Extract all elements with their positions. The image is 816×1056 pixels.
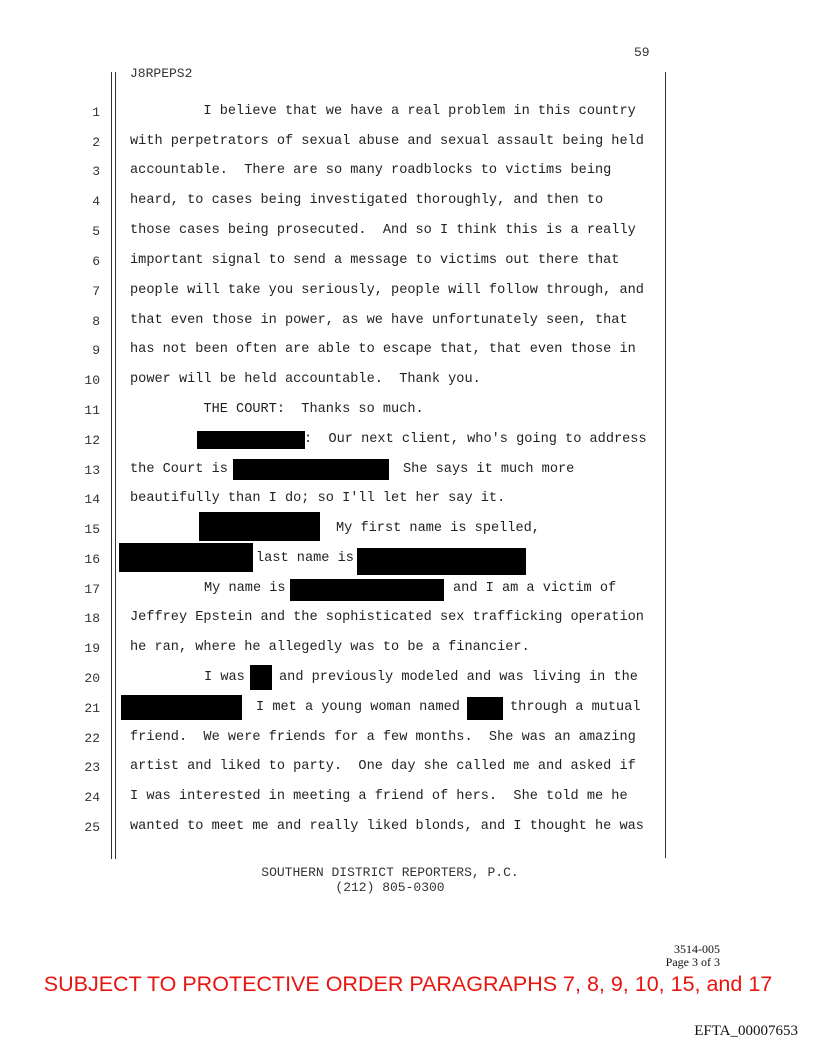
- transcript-line: Jeffrey Epstein and the sophisticated sex trafficking operation: [130, 610, 644, 625]
- transcript-line: THE COURT: Thanks so much.: [130, 402, 424, 417]
- left-margin-rule-outer: [111, 72, 112, 859]
- transcript-line: I was interested in meeting a friend of hers. She told me he: [130, 789, 628, 804]
- transcript-line: She says it much more: [403, 462, 575, 477]
- line-number: 11: [84, 403, 100, 418]
- line-number: 10: [84, 373, 100, 388]
- redaction-box: [199, 512, 320, 541]
- line-number: 12: [84, 433, 100, 448]
- transcript-line: My name is: [204, 581, 286, 596]
- transcript-line: beautifully than I do; so I'll let her say it.: [130, 491, 506, 506]
- transcript-line: artist and liked to party. One day she called me and asked if: [130, 759, 636, 774]
- line-number: 19: [84, 641, 100, 656]
- line-number: 13: [84, 463, 100, 478]
- transcript-line: I believe that we have a real problem in this country: [130, 104, 636, 119]
- transcript-line: the Court is: [130, 462, 228, 477]
- transcript-line: with perpetrators of sexual abuse and sexual assault being held: [130, 134, 644, 149]
- case-id: J8RPEPS2: [130, 66, 193, 81]
- transcript-line: My first name is spelled,: [336, 521, 540, 536]
- redaction-box: [290, 579, 444, 601]
- transcript-line: and previously modeled and was living in the: [279, 670, 638, 685]
- redaction-box: [250, 665, 272, 690]
- protective-order-notice: SUBJECT TO PROTECTIVE ORDER PARAGRAPHS 7, 8, 9, 10, 15, and 17: [43, 972, 773, 996]
- line-number: 17: [84, 582, 100, 597]
- line-number: 5: [92, 224, 100, 239]
- redaction-box: [121, 695, 242, 720]
- line-number: 1: [92, 105, 100, 120]
- transcript-line: has not been often are able to escape that, that even those in: [130, 342, 636, 357]
- right-margin-rule: [665, 72, 666, 858]
- transcript-line: those cases being prosecuted. And so I think this is a really: [130, 223, 636, 238]
- redaction-box: [357, 548, 526, 575]
- line-number: 4: [92, 194, 100, 209]
- line-number: 18: [84, 611, 100, 626]
- line-number: 7: [92, 284, 100, 299]
- redaction-box: [119, 543, 253, 572]
- transcript-line: and I am a victim of: [453, 581, 617, 596]
- line-number: 16: [84, 552, 100, 567]
- line-number: 2: [92, 135, 100, 150]
- transcript-line: through a mutual: [510, 700, 641, 715]
- redaction-box: [467, 697, 503, 720]
- transcript-line: I met a young woman named: [256, 700, 460, 715]
- transcript-line: I was: [204, 670, 245, 685]
- transcript-line: he ran, where he allegedly was to be a financier.: [130, 640, 530, 655]
- line-number: 23: [84, 760, 100, 775]
- transcript-line: that even those in power, as we have unfortunately seen, that: [130, 313, 628, 328]
- transcript-line: people will take you seriously, people will follow through, and: [130, 283, 644, 298]
- page-of-label: Page 3 of 3: [665, 955, 720, 969]
- transcript-line: power will be held accountable. Thank you.: [130, 372, 481, 387]
- redaction-box: [233, 459, 389, 480]
- transcript-line: last name is: [256, 551, 354, 566]
- left-margin-rule-inner: [115, 72, 116, 859]
- line-number: 24: [84, 790, 100, 805]
- line-number: 20: [84, 671, 100, 686]
- transcript-line: heard, to cases being investigated thoroughly, and then to: [130, 193, 604, 208]
- line-number: 22: [84, 731, 100, 746]
- line-number: 3: [92, 164, 100, 179]
- transcript-line: friend. We were friends for a few months. She was an amazing: [130, 730, 636, 745]
- transcript-line: : Our next client, who's going to address: [304, 432, 647, 447]
- transcript-line: accountable. There are so many roadblocks to victims being: [130, 163, 612, 178]
- redaction-box: [197, 431, 305, 449]
- line-number: 15: [84, 522, 100, 537]
- line-number: 8: [92, 314, 100, 329]
- line-number: 9: [92, 343, 100, 358]
- bates-number: EFTA_00007653: [694, 1023, 798, 1039]
- reporter-name: SOUTHERN DISTRICT REPORTERS, P.C.: [261, 865, 519, 880]
- line-number: 21: [84, 701, 100, 716]
- reporter-phone: (212) 805-0300: [335, 880, 445, 895]
- exhibit-number: 3514-005: [674, 942, 720, 956]
- line-number: 6: [92, 254, 100, 269]
- transcript-line: wanted to meet me and really liked blonds, and I thought he was: [130, 819, 644, 834]
- line-number: 14: [84, 492, 100, 507]
- line-number: 25: [84, 820, 100, 835]
- page-number: 59: [634, 45, 650, 60]
- transcript-line: important signal to send a message to victims out there that: [130, 253, 620, 268]
